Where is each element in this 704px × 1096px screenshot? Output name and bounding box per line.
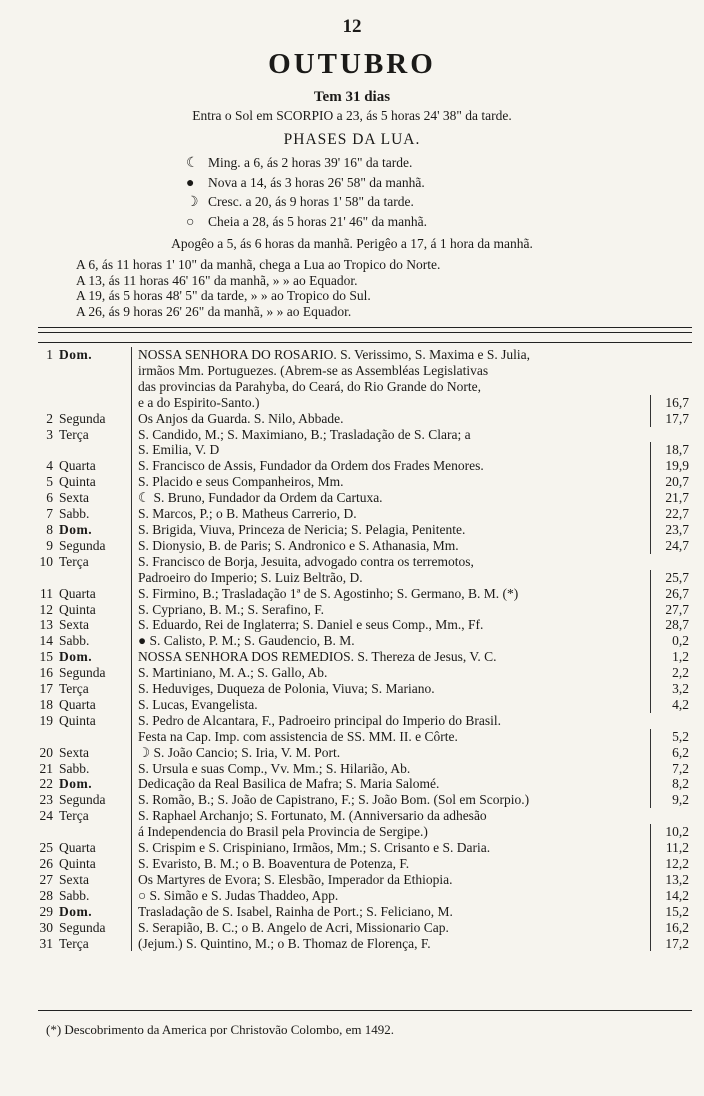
- calendar-row: [37, 840, 693, 856]
- saints-entry: S. Martiniano, M. A.; S. Gallo, Ab.: [131, 665, 650, 681]
- weekday: Segunda: [59, 410, 106, 426]
- weekday: Quarta: [59, 458, 96, 474]
- moon-phases-title: PHASES DA LUA.: [283, 131, 421, 148]
- day-number: 14: [39, 633, 53, 649]
- calendar-row: [37, 665, 693, 681]
- saints-entry: S. Francisco de Assis, Fundador da Ordem dos Frades Menores.: [131, 458, 650, 474]
- day-number: 16: [39, 665, 53, 681]
- moon-phase-waxing: ☽ Cresc. a 20, ás 9 horas 1' 58" da tarde.: [186, 193, 427, 213]
- weekday: Sabb.: [59, 760, 90, 776]
- moon-age-value: 1,2: [650, 649, 693, 665]
- day-number: 17: [39, 681, 53, 697]
- moon-phase-full: ○ Cheia a 28, ás 5 horas 21' 46" da manhã.: [186, 213, 427, 233]
- saints-entry: S. Placido e seus Companheiros, Mm.: [131, 474, 650, 490]
- calendar-row: [37, 602, 693, 618]
- apogee-perigee-note: Apogêo a 5, ás 6 horas da manhã. Perigêo a 17, á 1 hora da manhã.: [171, 236, 533, 251]
- calendar-row: [37, 713, 693, 745]
- saints-entry: ☽ S. João Cancio; S. Iria, V. M. Port.: [131, 745, 650, 761]
- calendar-row: [37, 649, 693, 665]
- calendar-row: [37, 474, 693, 490]
- day-number: 30: [39, 919, 53, 935]
- day-number: 15: [39, 649, 53, 665]
- moon-age-value: 10,2: [650, 824, 693, 840]
- day-number: 5: [46, 474, 53, 490]
- day-number: 23: [39, 792, 53, 808]
- saints-entry: S. Candido, M.; S. Maximiano, B.; Trasladação de S. Clara; a S. Emilia, V. D: [131, 427, 650, 459]
- calendar-row: [37, 697, 693, 713]
- saints-entry: S. Evaristo, B. M.; o B. Boaventura de Potenza, F.: [131, 856, 650, 872]
- weekday: Dom.: [59, 903, 93, 919]
- saints-entry: ☾ S. Bruno, Fundador da Ordem da Cartuxa.: [131, 490, 650, 506]
- new-moon-icon: ●: [186, 175, 195, 191]
- calendar-row: [37, 633, 693, 649]
- calendar-table: [37, 347, 693, 951]
- saints-entry: ○ S. Simão e S. Judas Thaddeo, App.: [131, 888, 650, 904]
- saints-entry: NOSSA SENHORA DOS REMEDIOS. S. Thereza de Jesus, V. C.: [131, 649, 650, 665]
- day-number: 4: [46, 458, 53, 474]
- moon-age-value: 14,2: [650, 888, 693, 904]
- calendar-row: [37, 792, 693, 808]
- calendar-row: [37, 745, 693, 761]
- weekday: Quinta: [59, 601, 96, 617]
- weekday: Sexta: [59, 490, 89, 506]
- calendar-row: [37, 872, 693, 888]
- footnote: (*) Descobrimento da America por Christovão Colombo, em 1492.: [46, 1022, 395, 1037]
- weekday: Terça: [59, 808, 89, 824]
- moon-age-value: 27,7: [650, 602, 693, 618]
- moon-age-value: 22,7: [650, 506, 693, 522]
- tropic-transit-list: [76, 257, 440, 319]
- moon-age-value: 26,7: [650, 586, 693, 602]
- day-number: 24: [39, 808, 53, 824]
- weekday: Terça: [59, 681, 89, 697]
- saints-entry: S. Heduviges, Duqueza de Polonia, Viuva; S. Mariano.: [131, 681, 650, 697]
- weekday: Sabb.: [59, 887, 90, 903]
- weekday: Segunda: [59, 665, 106, 681]
- saints-entry: S. Dionysio, B. de Paris; S. Andronico e S. Athanasia, Mm.: [131, 538, 650, 554]
- moon-age-value: 20,7: [650, 474, 693, 490]
- tropic-line: A 26, ás 9 horas 26' 26" da manhã, » » ao Equador.: [76, 303, 352, 319]
- calendar-row: [37, 681, 693, 697]
- moon-age-value: 18,7: [650, 442, 693, 458]
- tropic-line: A 6, ás 11 horas 1' 10" da manhã, chega a Lua ao Tropico do Norte.: [76, 257, 441, 272]
- page-number: 12: [342, 16, 362, 37]
- calendar-row: [37, 586, 693, 602]
- calendar-row: [37, 427, 693, 459]
- saints-entry: Trasladação de S. Isabel, Rainha de Port.; S. Feliciano, M.: [131, 904, 650, 920]
- day-number: 28: [39, 887, 53, 903]
- saints-entry: Os Anjos da Guarda. S. Nilo, Abbade.: [131, 411, 650, 427]
- divider: [38, 1010, 692, 1011]
- saints-entry: S. Ursula e suas Comp., Vv. Mm.; S. Hilarião, Ab.: [131, 761, 650, 777]
- moon-age-value: 16,2: [650, 920, 693, 936]
- weekday: Sexta: [59, 744, 89, 760]
- tropic-line: A 19, ás 5 horas 48' 5" da tarde, » » ao Tropico do Sul.: [76, 288, 371, 303]
- full-moon-icon: ○: [186, 214, 195, 230]
- saints-entry: ● S. Calisto, P. M.; S. Gaudencio, B. M.: [131, 633, 650, 649]
- weekday: Quinta: [59, 474, 96, 490]
- day-number: 20: [39, 744, 53, 760]
- weekday: Sexta: [59, 617, 89, 633]
- saints-entry: S. Raphael Archanjo; S. Fortunato, M. (Anniversario da adhesão á Independencia do Brasil pela Provincia de Sergipe.): [131, 808, 650, 840]
- moon-age-value: 13,2: [650, 872, 693, 888]
- moon-age-value: 9,2: [650, 792, 693, 808]
- weekday: Terça: [59, 553, 89, 569]
- moon-age-value: 28,7: [650, 617, 693, 633]
- day-number: 26: [39, 856, 53, 871]
- calendar-row: [37, 522, 693, 538]
- moon-age-value: 19,9: [650, 458, 693, 474]
- day-number: 11: [40, 585, 53, 601]
- calendar-row: [37, 490, 693, 506]
- day-number: 7: [46, 506, 53, 522]
- sun-entry-note: Entra o Sol em SCORPIO a 23, ás 5 horas 24' 38" da tarde.: [192, 108, 512, 123]
- saints-entry: S. Serapião, B. C.; o B. Angelo de Acri, Missionario Cap.: [131, 920, 650, 936]
- day-number: 31: [39, 935, 53, 951]
- day-number: 22: [39, 776, 53, 792]
- divider: [38, 332, 692, 333]
- saints-entry: NOSSA SENHORA DO ROSARIO. S. Verissimo, S. Maxima e S. Julia, irmãos Mm. Portuguezes. (Abrem-se as Assembléas Legislativas das provincias da Parahyba, do Ceará, do Rio Grande do Norte, e a do Espirito-Santo.): [131, 347, 650, 411]
- calendar-row: [37, 347, 693, 411]
- moon-phases-list: [186, 154, 427, 232]
- days-count: Tem 31 dias: [313, 89, 391, 105]
- saints-entry: S. Marcos, P.; o B. Matheus Carrerio, D.: [131, 506, 650, 522]
- day-number: 18: [39, 696, 53, 712]
- saints-entry: S. Brigida, Viuva, Princeza de Nericia; S. Pelagia, Penitente.: [131, 522, 650, 538]
- moon-age-value: 8,2: [650, 776, 693, 792]
- saints-entry: S. Pedro de Alcantara, F., Padroeiro principal do Imperio do Brasil. Festa na Cap. Imp. com assistencia de SS. MM. II. e Côrte.: [131, 713, 650, 745]
- saints-entry: S. Francisco de Borja, Jesuita, advogado contra os terremotos, Padroeiro do Imperio; S. Luiz Beltrão, D.: [131, 554, 650, 586]
- calendar-row: [37, 411, 693, 427]
- weekday: Sabb.: [59, 506, 90, 522]
- weekday: Quinta: [59, 856, 96, 871]
- saints-entry: S. Romão, B.; S. João de Capistrano, F.; S. João Bom. (Sol em Scorpio.): [131, 792, 650, 808]
- moon-age-value: 5,2: [650, 729, 693, 745]
- calendar-row: [37, 936, 693, 952]
- moon-age-value: 12,2: [650, 856, 693, 872]
- calendar-row: [37, 458, 693, 474]
- day-number: 12: [39, 601, 53, 617]
- calendar-row: [37, 538, 693, 554]
- moon-age-value: 0,2: [650, 633, 693, 649]
- moon-age-value: 11,2: [650, 840, 693, 856]
- weekday: Sabb.: [59, 633, 90, 649]
- weekday: Quarta: [59, 585, 96, 601]
- saints-entry: Dedicação da Real Basilica de Mafra; S. Maria Salomé.: [131, 776, 650, 792]
- weekday: Dom.: [59, 521, 93, 537]
- day-number: 13: [39, 617, 53, 633]
- day-number: 9: [46, 537, 53, 553]
- day-number: 29: [39, 903, 53, 919]
- tropic-line: A 13, ás 11 horas 46' 16" da manhã, » » ao Equador.: [76, 272, 358, 288]
- day-number: 19: [39, 712, 53, 728]
- waxing-moon-icon: ☽: [186, 195, 199, 210]
- moon-age-value: 25,7: [650, 570, 693, 586]
- divider: [38, 342, 692, 343]
- calendar-row: [37, 856, 693, 872]
- moon-phase-new: ● Nova a 14, ás 3 horas 26' 58" da manhã.: [186, 174, 427, 194]
- saints-entry: Os Martyres de Evora; S. Elesbão, Imperador da Ethiopia.: [131, 872, 650, 888]
- calendar-row: [37, 554, 693, 586]
- waning-moon-icon: ☾: [186, 156, 199, 171]
- calendar-row: [37, 776, 693, 792]
- moon-age-value: 17,2: [650, 936, 693, 952]
- moon-age-value: 15,2: [650, 904, 693, 920]
- day-number: 10: [39, 553, 53, 569]
- moon-age-value: 16,7: [650, 395, 693, 411]
- saints-entry: S. Cypriano, B. M.; S. Serafino, F.: [131, 602, 650, 618]
- day-number: 3: [46, 426, 53, 442]
- calendar-row: [37, 506, 693, 522]
- moon-age-value: 2,2: [650, 665, 693, 681]
- saints-entry: S. Crispim e S. Crispiniano, Irmãos, Mm.; S. Crisanto e S. Daria.: [131, 840, 650, 856]
- moon-age-value: 23,7: [650, 522, 693, 538]
- moon-age-value: 3,2: [650, 681, 693, 697]
- calendar-row: [37, 904, 693, 920]
- calendar-row: [37, 761, 693, 777]
- day-number: 6: [46, 490, 53, 506]
- day-number: 2: [46, 410, 53, 426]
- calendar-row: [37, 920, 693, 936]
- weekday: Dom.: [59, 347, 93, 362]
- month-title: OUTUBRO: [268, 48, 436, 80]
- saints-entry: S. Eduardo, Rei de Inglaterra; S. Daniel e seus Comp., Mm., Ff.: [131, 617, 650, 633]
- weekday: Segunda: [59, 919, 106, 935]
- moon-age-value: 24,7: [650, 538, 693, 554]
- divider: [38, 327, 692, 328]
- saints-entry: S. Firmino, B.; Trasladação 1ª de S. Agostinho; S. Germano, B. M. (*): [131, 586, 650, 602]
- weekday: Terça: [59, 426, 89, 442]
- weekday: Dom.: [59, 776, 93, 792]
- saints-entry: (Jejum.) S. Quintino, M.; o B. Thomaz de Florença, F.: [131, 936, 650, 952]
- day-number: 21: [39, 760, 53, 776]
- day-number: 8: [46, 521, 53, 537]
- calendar-row: [37, 617, 693, 633]
- day-number: 1: [46, 347, 53, 362]
- day-number: 25: [39, 840, 53, 856]
- moon-age-value: 6,2: [650, 745, 693, 761]
- moon-age-value: 7,2: [650, 761, 693, 777]
- moon-age-value: 21,7: [650, 490, 693, 506]
- day-number: 27: [39, 871, 53, 887]
- weekday: Segunda: [59, 537, 106, 553]
- weekday: Segunda: [59, 792, 106, 808]
- weekday: Sexta: [59, 871, 89, 887]
- weekday: Quarta: [59, 696, 96, 712]
- calendar-row: [37, 808, 693, 840]
- weekday: Terça: [59, 935, 89, 951]
- moon-age-value: 17,7: [650, 411, 693, 427]
- weekday: Quinta: [59, 712, 96, 728]
- weekday: Quarta: [59, 840, 96, 856]
- saints-entry: S. Lucas, Evangelista.: [131, 697, 650, 713]
- calendar-row: [37, 888, 693, 904]
- weekday: Dom.: [59, 649, 93, 665]
- moon-phase-waning: ☾ Ming. a 6, ás 2 horas 39' 16" da tarde.: [186, 154, 427, 174]
- moon-age-value: 4,2: [650, 697, 693, 713]
